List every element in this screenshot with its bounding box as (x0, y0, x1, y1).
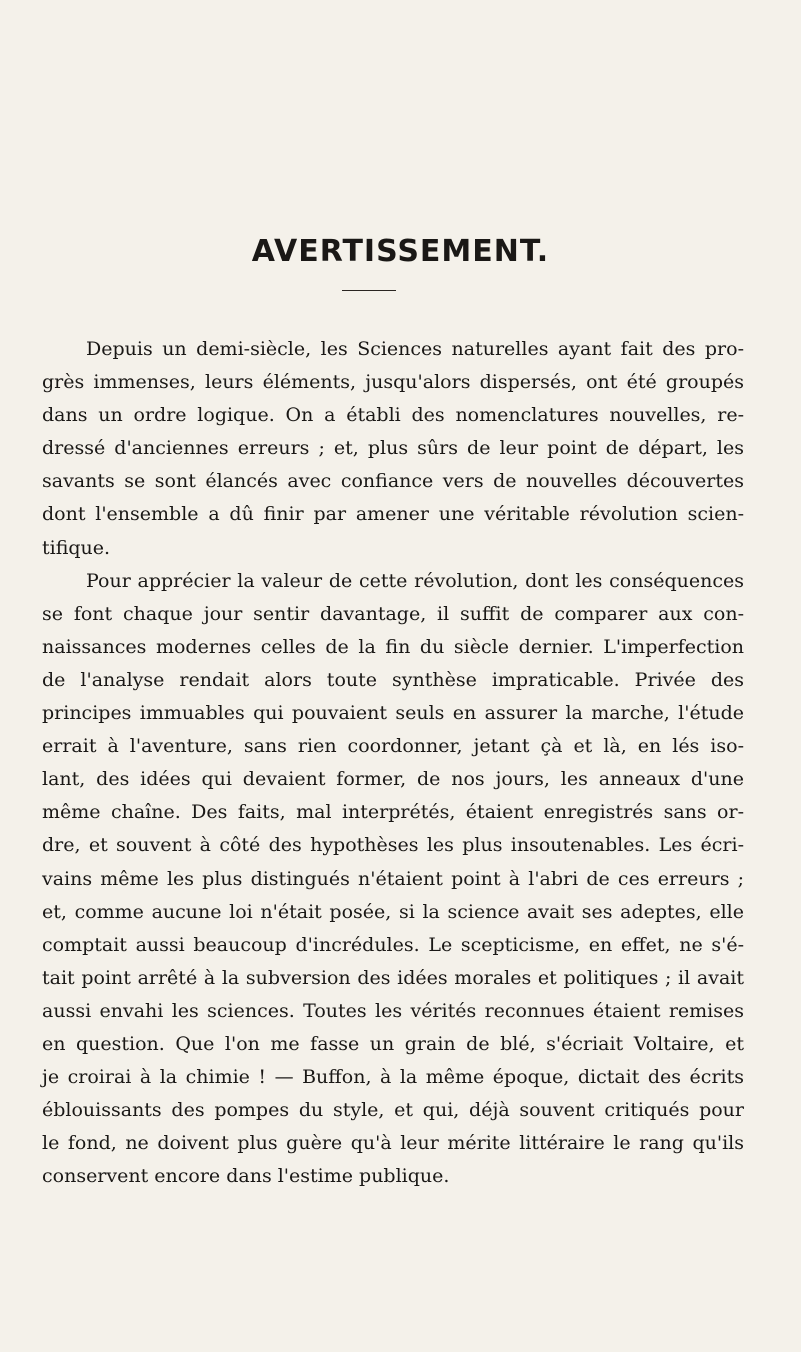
text-line: dre, et souvent à côté des hypothèses les plus insoutenables. Les écri- (42, 834, 744, 857)
text-line: Depuis un demi-siècle, les Sciences naturelles ayant fait des pro- (86, 338, 744, 360)
text-line: dans un ordre logique. On a établi des nomenclatures nouvelles, re- (42, 404, 744, 427)
text-line: grès immenses, leurs éléments, jusqu'alors dispersés, ont été groupés (42, 371, 744, 394)
text-line: lant, des idées qui devaient former, de nos jours, les anneaux d'une (42, 768, 744, 791)
text-line: éblouissants des pompes du style, et qui, déjà souvent critiqués pour (42, 1099, 744, 1122)
text-line: en question. Que l'on me fasse un grain de blé, s'écriait Voltaire, et (42, 1032, 744, 1055)
text-line: naissances modernes celles de la fin du siècle dernier. L'imperfection (42, 635, 744, 658)
text-line: savants se sont élancés avec confiance vers de nouvelles découvertes (42, 470, 744, 493)
text-line: de l'analyse rendait alors toute synthèse impraticable. Privée des (42, 668, 744, 691)
text-line: dressé d'anciennes erreurs ; et, plus sûrs de leur point de départ, les (42, 437, 744, 460)
text-line: errait à l'aventure, sans rien coordonner, jetant çà et là, en lés iso- (42, 735, 744, 758)
text-line: même chaîne. Des faits, mal interprétés, étaient enregistrés sans or- (42, 801, 744, 824)
paragraph-1 (42, 333, 744, 565)
body-text (42, 333, 744, 1193)
text-line: dont l'ensemble a dû finir par amener une véritable révolution scien- (42, 503, 744, 526)
text-line: se font chaque jour sentir davantage, il suffit de comparer aux con- (42, 602, 744, 625)
text-line: vains même les plus distingués n'étaient point à l'abri de ces erreurs ; (42, 867, 744, 890)
text-line: Pour apprécier la valeur de cette révolution, dont les conséquences (86, 569, 744, 592)
page-heading: AVERTISSEMENT. (251, 234, 550, 269)
paragraph-2 (42, 565, 744, 1194)
text-line: conservent encore dans l'estime publique. (42, 1165, 450, 1188)
text-line: tifique. (42, 536, 111, 559)
text-line: aussi envahi les sciences. Toutes les vérités reconnues étaient remises (42, 999, 744, 1022)
text-line: le fond, ne doivent plus guère qu'à leur mérite littéraire le rang qu'ils (42, 1132, 744, 1155)
text-line: et, comme aucune loi n'était posée, si la science avait ses adeptes, elle (42, 900, 744, 923)
text-line: principes immuables qui pouvaient seuls en assurer la marche, l'étude (42, 702, 744, 725)
text-line: tait point arrêté à la subversion des idées morales et politiques ; il avait (42, 966, 744, 989)
heading-divider (342, 290, 396, 291)
text-line: je croirai à la chimie ! — Buffon, à la même époque, dictait des écrits (42, 1066, 744, 1089)
text-line: comptait aussi beaucoup d'incrédules. Le scepticisme, en effet, ne s'é- (42, 933, 744, 956)
